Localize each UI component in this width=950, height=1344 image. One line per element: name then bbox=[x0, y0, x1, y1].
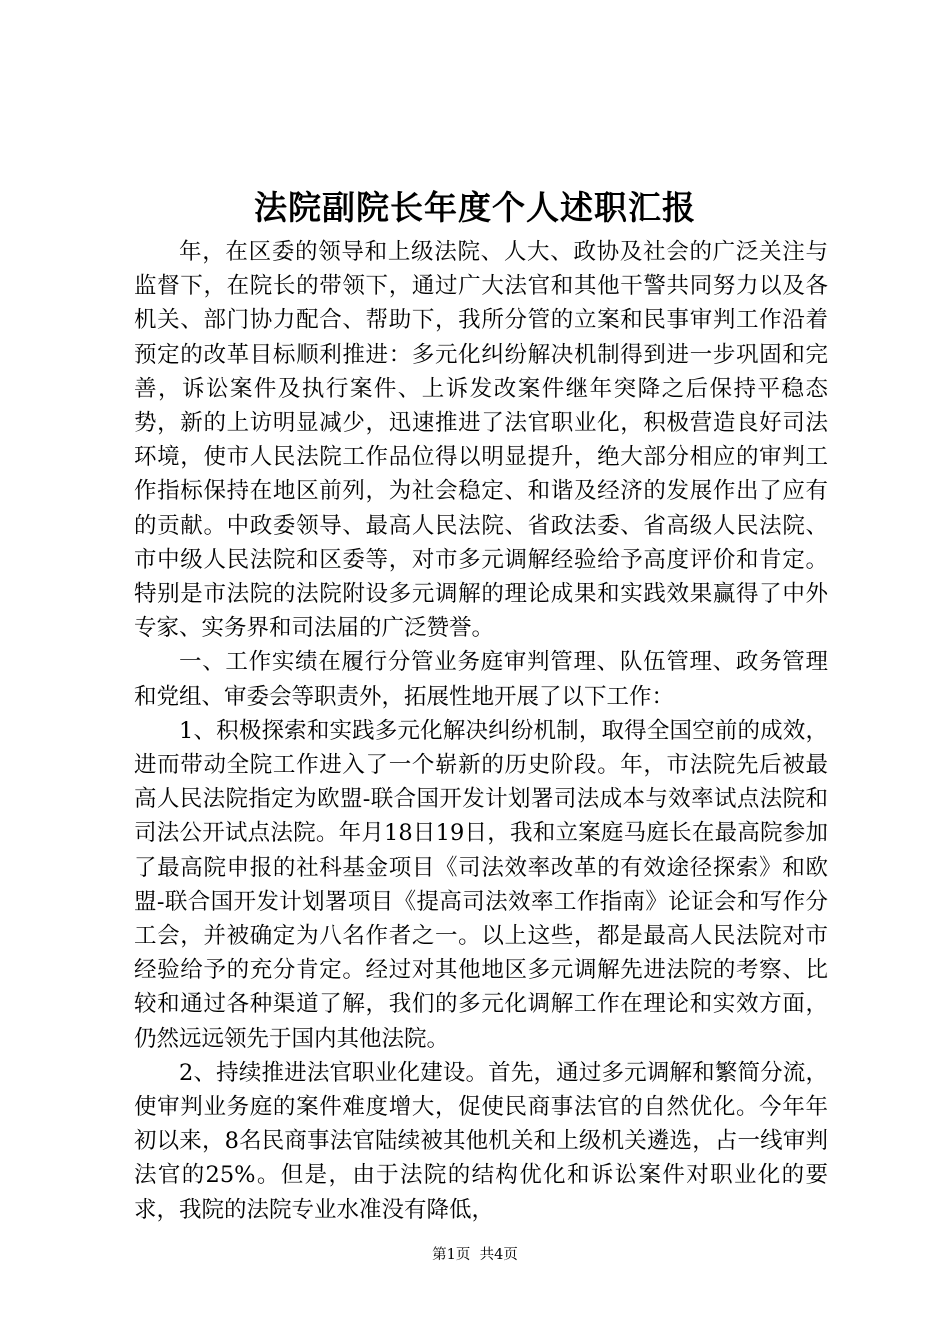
page-total: 共4页 bbox=[479, 1247, 518, 1263]
footer-gap bbox=[470, 1247, 479, 1263]
page-footer bbox=[0, 1245, 950, 1265]
paragraph-intro: 年，在区委的领导和上级法院、人大、政协及社会的广泛关注与监督下，在院长的带领下，通过广大法官和其他干警共同努力以及各机关、部门协力配合、帮助下，我所分管的立案和民事审判工作沿着预定的改革目标顺利推进：多元化纠纷解决机制得到进一步巩固和完善，诉讼案件及执行案件、上诉发改案件继年突降之后保持平稳态势，新的上访明显减少，迅速推进了法官职业化，积极营造良好司法环境，使市人民法院工作品位得以明显提升，绝大部分相应的审判工作指标保持在地区前列，为社会稳定、和谐及经济的发展作出了应有的贡献。中政委领导、最高人民法院、省政法委、省高级人民法院、市中级人民法院和区委等，对市多元调解经验给予高度评价和肯定。特别是市法院的法院附设多元调解的理论成果和实践效果赢得了中外专家、实务界和司法届的广泛赞誉。 bbox=[134, 239, 828, 642]
document-body bbox=[134, 235, 828, 1227]
page-number: 第1页 bbox=[432, 1247, 471, 1263]
paragraph-section-one: 一、工作实绩在履行分管业务庭审判管理、队伍管理、政务管理和党组、审委会等职责外，拓展性地开展了以下工作： bbox=[134, 649, 828, 710]
paragraph-item-two: 2、持续推进法官职业化建设。首先，通过多元调解和繁简分流，使审判业务庭的案件难度增大，促使民商事法官的自然优化。今年年初以来，8名民商事法官陆续被其他机关和上级机关遴选，占一线审判法官的25%。但是，由于法院的结构优化和诉讼案件对职业化的要求，我院的法院专业水准没有降低， bbox=[134, 1059, 828, 1223]
document-title: 法院副院长年度个人述职汇报 bbox=[254, 188, 696, 227]
paragraph-item-one: 1、积极探索和实践多元化解决纠纷机制，取得全国空前的成效，进而带动全院工作进入了一个崭新的历史阶段。年，市法院先后被最高人民法院指定为欧盟-联合国开发计划署司法成本与效率试点法院和司法公开试点法院。年月18日19日，我和立案庭马庭长在最高院参加了最高院申报的社科基金项目《司法效率改革的有效途径探索》和欧盟-联合国开发计划署项目《提高司法效率工作指南》论证会和写作分工会，并被确定为八名作者之一。以上这些，都是最高人民法院对市经验给予的充分肯定。经过对其他地区多元调解先进法院的考察、比较和通过各种渠道了解，我们的多元化调解工作在理论和实效方面，仍然远远领先于国内其他法院。 bbox=[134, 717, 828, 1052]
